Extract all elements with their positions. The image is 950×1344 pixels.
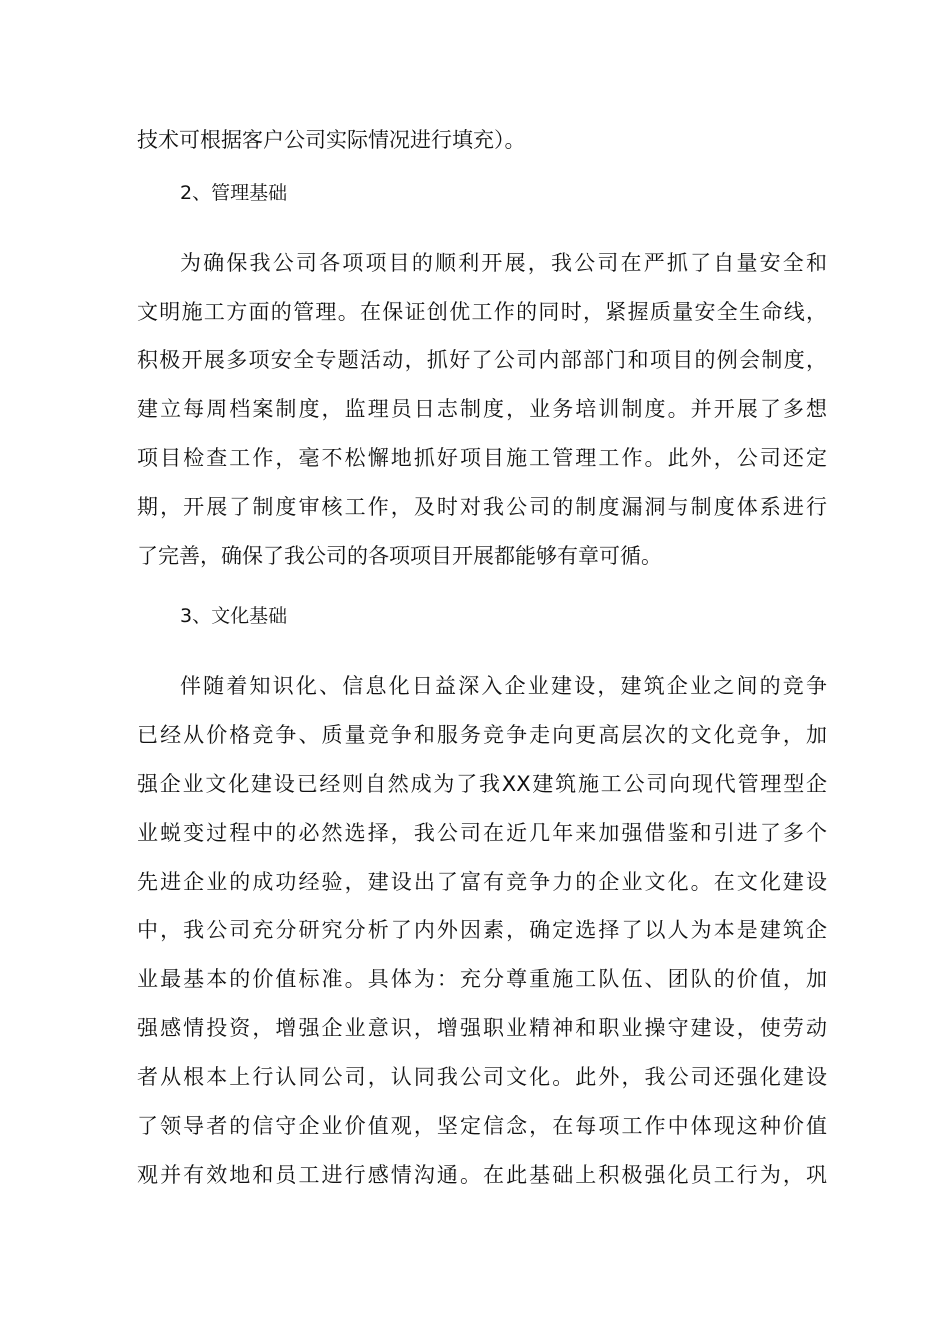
paragraph-line: 了领导者的信守企业价值观，坚定信念，在每项工作中体现这种价值 (137, 1114, 827, 1138)
paragraph-line: 文明施工方面的管理。在保证创优工作的同时，紧握质量安全生命线， (137, 300, 827, 324)
paragraph-line: 业最基本的价值标准。具体为：充分尊重施工队伍、团队的价值，加 (137, 967, 827, 991)
paragraph-line: 积极开展多项安全专题活动，抓好了公司内部部门和项目的例会制度， (137, 348, 827, 372)
paragraph-line: 中，我公司充分研究分析了内外因素，确定选择了以人为本是建筑企 (137, 918, 827, 942)
paragraph-line: 伴随着知识化、信息化日益深入企业建设，建筑企业之间的竞争 (180, 674, 827, 698)
paragraph-line: 先进企业的成功经验，建设出了富有竞争力的企业文化。在文化建设 (137, 870, 827, 894)
paragraph-line: 观并有效地和员工进行感情沟通。在此基础上积极强化员工行为，巩 (137, 1163, 827, 1187)
paragraph-line: 者从根本上行认同公司，认同我公司文化。此外，我公司还强化建设 (137, 1065, 827, 1089)
paragraph-line: 强企业文化建设已经则自然成为了我XX建筑施工公司向现代管理型企 (137, 772, 827, 796)
paragraph-line: 期，开展了制度审核工作，及时对我公司的制度漏洞与制度体系进行 (137, 495, 827, 519)
paragraph-line: 建立每周档案制度，监理员日志制度，业务培训制度。并开展了多想 (137, 397, 827, 421)
paragraph-continuation-line: 技术可根据客户公司实际情况进行填充）。 (137, 128, 526, 152)
paragraph-line: 业蜕变过程中的必然选择，我公司在近几年来加强借鉴和引进了多个 (137, 821, 827, 845)
section-heading-culture: 3、文化基础 (180, 605, 288, 627)
section-heading-management: 2、管理基础 (180, 182, 288, 204)
paragraph-line: 项目检查工作，毫不松懈地抓好项目施工管理工作。此外，公司还定 (137, 446, 827, 470)
paragraph-line: 已经从价格竞争、质量竞争和服务竞争走向更高层次的文化竞争，加 (137, 723, 827, 747)
paragraph-line: 了完善，确保了我公司的各项项目开展都能够有章可循。 (137, 544, 662, 568)
paragraph-line: 强感情投资，增强企业意识，增强职业精神和职业操守建设，使劳动 (137, 1016, 827, 1040)
paragraph-line: 为确保我公司各项项目的顺利开展，我公司在严抓了自量安全和 (180, 251, 827, 275)
